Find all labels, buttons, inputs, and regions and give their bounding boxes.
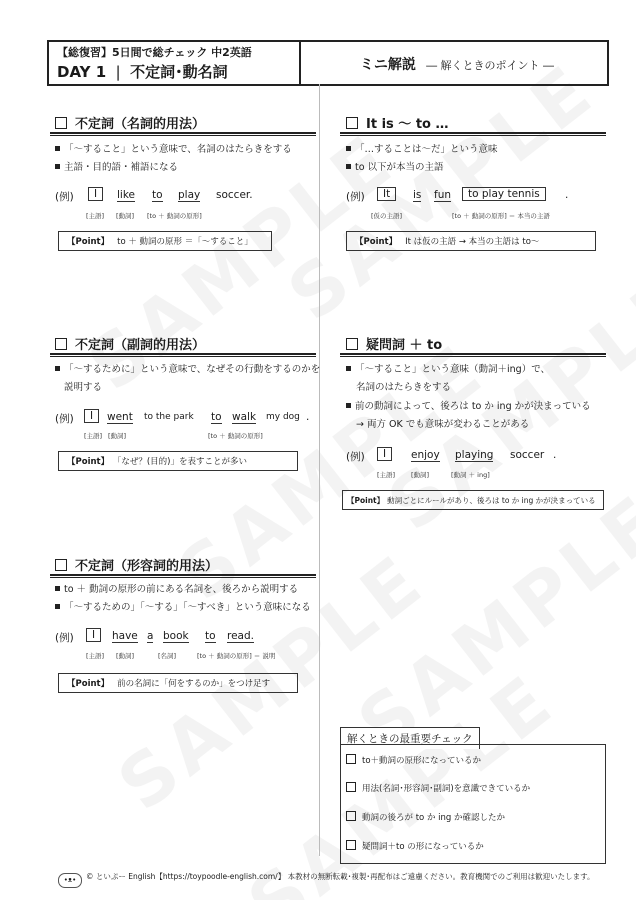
section-rule — [50, 353, 316, 355]
point-box: 【Point】 動詞ごとにルールがあり、後ろは to か ing かが決まっている — [342, 490, 604, 510]
example-word: to — [205, 630, 216, 642]
caption: [仮の主語] — [371, 212, 403, 220]
example-word: went — [107, 411, 133, 423]
checkbox-icon — [55, 559, 67, 571]
header-box — [47, 40, 609, 86]
example-word: It — [377, 187, 396, 201]
section-rule — [50, 135, 316, 136]
column-divider — [319, 84, 320, 856]
example-label: (例) — [55, 413, 74, 425]
caption: [動詞 ＋ ing] — [451, 471, 490, 479]
bullet-item: 「～するために」という意味で、なぜその行動をするのかを — [55, 361, 320, 375]
header-day-title: DAY 1 | 不定詞･動名詞 — [57, 63, 228, 81]
caption: [主語] — [84, 432, 103, 440]
example-word: a — [147, 630, 154, 642]
bullet-item-cont: 名詞のはたらきをする — [356, 382, 452, 393]
example-word: to the park — [144, 412, 194, 422]
example-label: (例) — [55, 191, 74, 203]
point-box: 【Point】 to ＋ 動詞の原形 ＝「～すること」 — [58, 231, 272, 251]
day-label: DAY 1 — [57, 63, 107, 81]
example-word: fun — [434, 189, 452, 201]
example-word: like — [117, 189, 136, 201]
example-word: to play tennis — [462, 187, 546, 201]
section-rule — [340, 132, 606, 134]
section-rule — [50, 577, 316, 578]
section-rule — [340, 135, 606, 136]
section-title-itis: It is ～ to … — [346, 113, 449, 132]
section-title-gimon: 疑問詞 ＋ to — [346, 334, 442, 353]
example-word: . — [553, 449, 557, 461]
example-word: my dog — [266, 412, 300, 422]
section-rule — [50, 574, 316, 576]
example-word: . — [306, 411, 310, 423]
checklist-item[interactable]: to＋動詞の原形になっているか — [346, 754, 481, 766]
point-box: 【Point】 「なぜ？(目的)」を表すことが多い — [58, 451, 298, 471]
caption: [動詞] — [108, 432, 127, 440]
example-word: playing — [455, 449, 494, 461]
bullet-item: 「～すること」という意味で、名詞のはたらきをする — [55, 141, 292, 155]
example-word: to — [211, 411, 222, 423]
checkbox-icon — [346, 338, 358, 350]
example-word: I — [377, 447, 392, 461]
example-word: soccer. — [216, 189, 253, 201]
header-divider — [299, 42, 301, 84]
checklist-item[interactable]: 用法(名詞･形容詞･副詞)を意識できているか — [346, 782, 530, 794]
caption: [主語] — [377, 471, 396, 479]
bullet-item: 「…することは～だ」という意味 — [346, 141, 498, 155]
caption: [to ＋ 動詞の原形] ＝ 本当の主語 — [452, 212, 550, 220]
header-right — [311, 54, 603, 74]
bullet-item: 「～すること」という意味（動詞＋ing）で、 — [346, 361, 550, 375]
example-word: soccer — [510, 449, 545, 461]
checklist-title: 解くときの最重要チェック — [340, 727, 480, 749]
caption: [名詞] — [158, 652, 177, 660]
example-label: (例) — [346, 451, 365, 463]
section-title-meishi: 不定詞（名詞的用法） — [55, 113, 205, 132]
example-word: . — [565, 189, 569, 201]
header-top-label: 【総復習】5日間で総チェック 中2英語 — [57, 46, 252, 59]
point-box: 【Point】 前の名詞に「何をするのか」をつけ足す — [58, 673, 298, 693]
checkbox-icon[interactable] — [346, 754, 356, 764]
checkbox-icon[interactable] — [346, 782, 356, 792]
caption: [主語] — [86, 652, 105, 660]
example-label: (例) — [55, 632, 74, 644]
checklist-item[interactable]: 動詞の後ろが to か ing か確認したか — [346, 811, 505, 823]
checkbox-icon[interactable] — [346, 840, 356, 850]
example-label: (例) — [346, 191, 365, 203]
poodle-logo-icon: •ᴥ• — [58, 873, 82, 888]
checkbox-icon — [55, 338, 67, 350]
bullet-item: to ＋ 動詞の原形の前にある名詞を、後ろから説明する — [55, 581, 298, 595]
example-word: walk — [232, 411, 257, 423]
section-rule — [340, 353, 606, 355]
example-word: enjoy — [411, 449, 440, 461]
mini-explain-title: ミニ解説 — [359, 57, 416, 73]
page-title: 不定詞･動名詞 — [130, 63, 228, 81]
checkbox-icon — [55, 117, 67, 129]
example-word: read. — [227, 630, 254, 642]
example-word: book — [163, 630, 189, 642]
mini-explain-sub: ― 解くときのポイント ― — [426, 59, 555, 72]
section-title-fukushi: 不定詞（副詞的用法） — [55, 334, 205, 353]
bullet-item: 前の動詞によって、後ろは to か ing かが決まっている — [346, 398, 591, 412]
caption: [動詞] — [116, 212, 135, 220]
section-rule — [340, 356, 606, 357]
example-word: I — [84, 409, 99, 423]
example-word: I — [86, 628, 101, 642]
bullet-item: 「～するための」「～する」「～すべき」という意味になる — [55, 599, 311, 613]
footer — [58, 871, 594, 888]
bullet-item-cont: → 両方 OK でも意味が変わることがある — [356, 419, 530, 430]
caption: [to ＋ 動詞の原形] — [147, 212, 202, 220]
caption: [to ＋ 動詞の原形] ＝ 説明 — [197, 652, 276, 660]
section-rule — [50, 356, 316, 357]
caption: [動詞] — [411, 471, 430, 479]
caption: [to ＋ 動詞の原形] — [208, 432, 263, 440]
bullet-item-cont: 説明する — [64, 382, 103, 393]
caption: [動詞] — [116, 652, 135, 660]
example-word: play — [178, 189, 201, 201]
checklist-item[interactable]: 疑問詞＋to の形になっているか — [346, 840, 484, 852]
caption: [主語] — [86, 212, 105, 220]
section-title-keiyoushi: 不定詞（形容詞的用法） — [55, 555, 218, 574]
checkbox-icon[interactable] — [346, 811, 356, 821]
bullet-item: 主語・目的語・補語になる — [55, 159, 178, 173]
example-word: have — [112, 630, 138, 642]
section-rule — [50, 132, 316, 134]
example-word: to — [152, 189, 163, 201]
example-word: I — [88, 187, 103, 201]
example-word: is — [413, 189, 422, 201]
bullet-item: to 以下が本当の主語 — [346, 159, 444, 173]
point-box: 【Point】 It は仮の主語 → 本当の主語は to～ — [346, 231, 596, 251]
footer-text: © といぷー English【https://toypoodle-english.com/】 本教材の無断転載･複製･再配布はご遠慮ください。教育機関でのご利用は歓迎いたします。 — [86, 872, 595, 881]
checkbox-icon — [346, 117, 358, 129]
